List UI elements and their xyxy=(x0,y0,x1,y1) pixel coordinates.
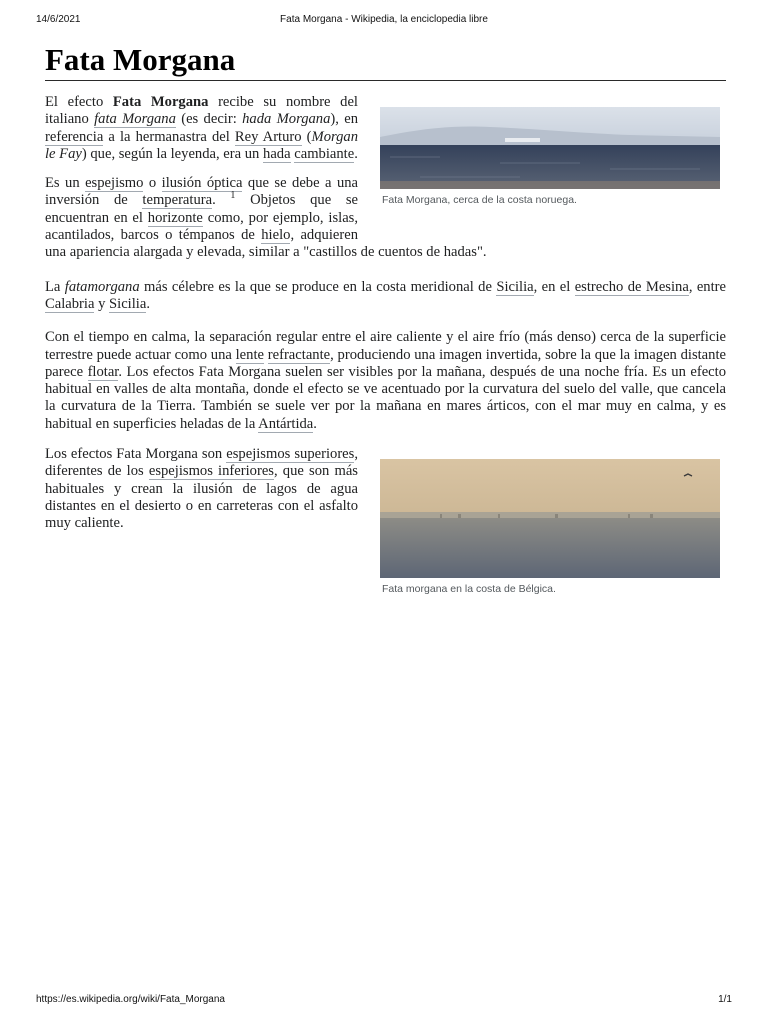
link-refractante[interactable]: refractante xyxy=(267,346,331,363)
paragraph-intro: El efecto Fata Morgana recibe su nombre del italiano fata Morgana (es decir: hada Morgana), en referencia a la hermanastra del Rey Arturo (Morgan le Fay) que, según la leyenda, era un hada cambiante. xyxy=(45,94,359,162)
italic-term: Morgan le Fay xyxy=(45,128,359,162)
link-ilusion-optica[interactable]: ilusión óptica xyxy=(161,175,243,192)
print-url: https://es.wikipedia.org/wiki/Fata_Morgana xyxy=(36,994,225,1005)
reference-marker[interactable]: 1 xyxy=(230,190,236,202)
fata-morgana-norway-photo[interactable] xyxy=(380,107,720,189)
link-sicilia[interactable]: Sicilia xyxy=(109,295,147,312)
paragraph-sicilia: La fatamorgana más célebre es la que se produce en la costa meridional de Sicilia, en el estrecho de Mesina, entre Calabria y Sicilia. xyxy=(45,278,726,312)
print-page-count: 1/1 xyxy=(718,994,732,1005)
article-title: Fata Morgana xyxy=(45,42,236,77)
print-header xyxy=(0,14,768,28)
link-calabria[interactable]: Calabria xyxy=(45,295,95,312)
print-footer xyxy=(0,994,768,1008)
link-lente[interactable]: lente xyxy=(235,346,264,363)
link-temperatura[interactable]: temperatura xyxy=(142,192,213,209)
title-divider xyxy=(45,80,726,81)
link-fata-morgana[interactable]: fata Morgana xyxy=(94,111,176,128)
italic-term: fatamorgana xyxy=(64,278,140,295)
link-hielo[interactable]: hielo xyxy=(261,227,291,244)
link-espejismo[interactable]: espejismo xyxy=(85,175,144,192)
link-rey-arturo[interactable]: Rey Arturo xyxy=(234,128,302,145)
link-estrecho-de-mesina[interactable]: estrecho de Mesina xyxy=(574,278,689,295)
link-hada[interactable]: hada xyxy=(263,145,291,162)
figure-belgium xyxy=(380,459,726,602)
figure-caption: Fata Morgana, cerca de la costa noruega. xyxy=(382,194,577,206)
paragraph-definition: Es un espejismo o ilusión óptica que se debe a una inversión de temperatura. $^1$ Objetos que se encuentran en el horizonte como, por ejemplo, islas, acantilados, barcos o témpanos de hielo, adquieren una apariencia alargada y elevada, similar a "castillos de cuentos de hadas". xyxy=(45,175,487,261)
link-sicilia[interactable]: Sicilia xyxy=(496,278,534,295)
paragraph-mirage-types: Los efectos Fata Morgana son espejismos superiores, diferentes de los espejismos inferiores, que son más habituales y crean la ilusión de lagos de agua distantes en el desierto o en carreteras con el asfalto muy caliente. xyxy=(45,446,358,532)
link-espejismos-superiores[interactable]: espejismos superiores xyxy=(226,446,355,463)
bold-term: Fata Morgana xyxy=(112,94,209,110)
link-cambiante[interactable]: cambiante xyxy=(294,145,355,162)
fata-morgana-belgium-photo[interactable] xyxy=(380,459,720,578)
figure-norway xyxy=(380,107,726,232)
article-body xyxy=(45,94,726,602)
paragraph-conditions: Con el tiempo en calma, la separación regular entre el aire caliente y el aire frío (más denso) cerca de la superficie terrestre puede actuar como una lente refractante, produciendo una imagen invertida, sobre la que la imagen distante parece flotar. Los efectos Fata Morgana suelen ser visibles por la mañana, después de una noche fría. Es un efecto habitual en valles de alta montaña, donde el efecto se ve acentuado por la curvatura del suelo del valle, que cancela la curvatura de la Tierra. También se suele ver por la mañana en mares árticos, con el mar muy en calma, y es habitual en superficies heladas de la Antártida. xyxy=(45,329,727,432)
link-referencia[interactable]: referencia xyxy=(45,128,104,145)
link-horizonte[interactable]: horizonte xyxy=(147,209,203,226)
link-flotar[interactable]: flotar xyxy=(87,363,119,380)
print-date: 14/6/2021 xyxy=(36,14,81,25)
italic-term: hada Morgana xyxy=(242,111,331,128)
link-antartida[interactable]: Antártida xyxy=(258,415,314,432)
link-espejismos-inferiores[interactable]: espejismos inferiores xyxy=(148,463,274,480)
figure-caption: Fata morgana en la costa de Bélgica. xyxy=(382,583,556,596)
print-page-title: Fata Morgana - Wikipedia, la enciclopedia libre xyxy=(280,14,488,25)
